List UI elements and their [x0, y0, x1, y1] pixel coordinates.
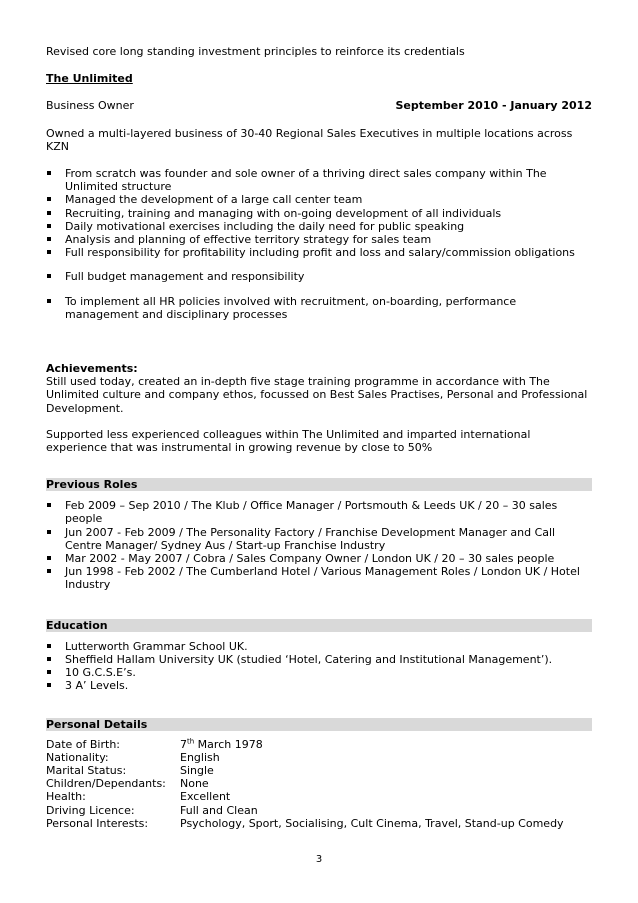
list-item: Recruiting, training and managing with on-going development of all individuals: [46, 207, 592, 220]
job-dates: September 2010 - January 2012: [395, 99, 592, 113]
achievements-heading: Achievements:: [46, 362, 138, 376]
previous-roles-list: [46, 499, 592, 591]
list-item: Full budget management and responsibility: [46, 270, 592, 283]
list-item: 3 A’ Levels.: [46, 679, 592, 692]
list-item: Full responsibility for profitability including profit and loss and salary/commission obligations: [46, 246, 592, 259]
personal-details-table: [46, 738, 592, 830]
previous-roles-heading: Previous Roles: [46, 478, 592, 491]
list-item: Managed the development of a large call center team: [46, 193, 592, 206]
resume-page: [46, 45, 592, 830]
job-header: [46, 99, 592, 112]
dob-value: 7th March 1978: [180, 736, 263, 751]
page-number: 3: [315, 854, 323, 865]
job-bullets-b: [46, 270, 592, 283]
list-item: Sheffield Hallam University UK (studied ‘Hotel, Catering and Institutional Management’).: [46, 653, 592, 666]
health-value: Excellent: [180, 790, 231, 804]
job-bullets-c: [46, 295, 592, 321]
job-bullets: [46, 167, 592, 259]
education-heading: Education: [46, 619, 592, 632]
dependants-value: None: [180, 777, 209, 791]
achievements-p2: Supported less experienced colleagues within The Unlimited and imparted international experience that was instrumental in growing revenue by close to 50%: [46, 427, 531, 455]
list-item: To implement all HR policies involved with recruitment, on-boarding, performance management and disciplinary processes: [46, 295, 592, 321]
driving-licence-label: Driving Licence:: [46, 803, 135, 817]
list-item: Daily motivational exercises including the daily need for public speaking: [46, 220, 592, 233]
job-summary: Owned a multi-layered business of 30-40 Regional Sales Executives in multiple locations across KZN: [46, 126, 573, 153]
dependants-label: Children/Dependants:: [46, 777, 166, 791]
nationality-value: English: [180, 750, 220, 764]
list-item: Mar 2002 - May 2007 / Cobra / Sales Company Owner / London UK / 20 – 30 sales people: [46, 552, 592, 565]
list-item: Jun 1998 - Feb 2002 / The Cumberland Hotel / Various Management Roles / London UK / Hotel Industry: [46, 565, 592, 591]
interests-value: Psychology, Sport, Socialising, Cult Cinema, Travel, Stand-up Comedy: [180, 816, 564, 830]
list-item: 10 G.C.S.E’s.: [46, 666, 592, 679]
health-label: Health:: [46, 790, 86, 804]
job-title: Business Owner: [46, 99, 134, 113]
list-item: Analysis and planning of effective territory strategy for sales team: [46, 233, 592, 246]
achievements-p1: Still used today, created an in-depth five stage training programme in accordance with The Unlimited culture and company ethos, focussed on Best Sales Practises, Personal and Professional Development.: [46, 375, 588, 415]
company-name: The Unlimited: [46, 72, 133, 86]
dob-label: Date of Birth:: [46, 737, 121, 751]
intro-line: Revised core long standing investment principles to reinforce its credentials: [46, 45, 465, 58]
nationality-label: Nationality:: [46, 750, 109, 764]
marital-status-value: Single: [180, 763, 214, 777]
list-item: Jun 2007 - Feb 2009 / The Personality Factory / Franchise Development Manager and Call Centre Manager/ Sydney Aus / Start-up Franchise Industry: [46, 526, 592, 552]
list-item: Feb 2009 – Sep 2010 / The Klub / Office Manager / Portsmouth & Leeds UK / 20 – 30 sales people: [46, 499, 592, 525]
marital-status-label: Marital Status:: [46, 763, 127, 777]
list-item: From scratch was founder and sole owner of a thriving direct sales company within The Unlimited structure: [46, 167, 592, 193]
driving-licence-value: Full and Clean: [180, 803, 258, 817]
interests-label: Personal Interests:: [46, 816, 149, 830]
personal-details-heading: Personal Details: [46, 718, 592, 731]
list-item: Lutterworth Grammar School UK.: [46, 640, 592, 653]
education-list: [46, 640, 592, 693]
